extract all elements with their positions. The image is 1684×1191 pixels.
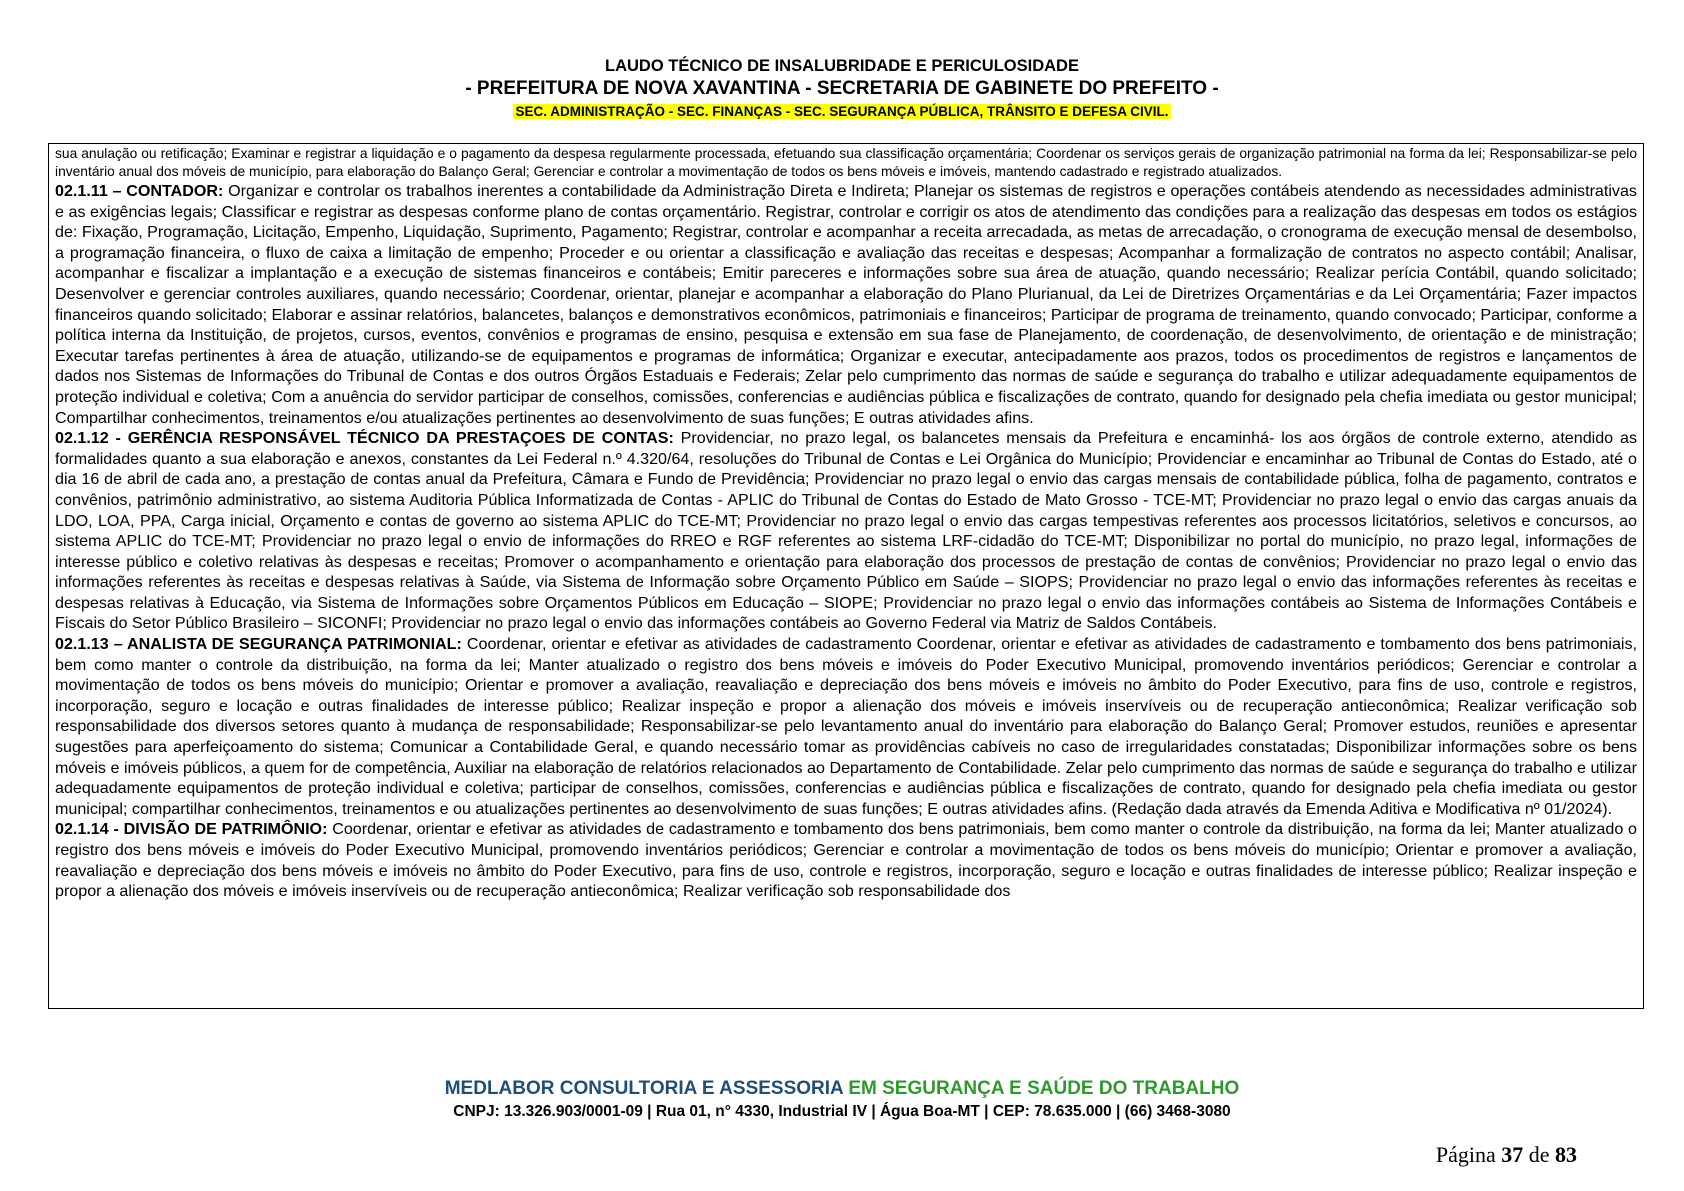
page-label: Página bbox=[1435, 1142, 1496, 1167]
section-text: Coordenar, orientar e efetivar as atividades de cadastramento Coordenar, orientar e efetivar as atividades de cadastramento e tombamento dos bens patrimoniais, bem como manter o controle da distribuição, na forma da lei; Manter atualizado o registro dos bens móveis e imóveis do Poder Executivo Municipal, promovendo inventários periódicos; Gerenciar e controlar a movimentação de todos os bens móveis do município; Orientar e promover a avaliação, reavaliação e depreciação dos bens móveis e imóveis no âmbito do Poder Executivo, para fins de uso, controle e registros, incorporação, seguro e locação e outras finalidades de interesse público; Realizar inspeção e propor a alienação dos móveis e imóveis inservíveis ou de recuperação antieconômica; Realizar verificação sob responsabilidade dos diversos setores quanto à mudança de responsabilidade; Responsabilizar-se pelo levantamento anual do inventário para elaboração do Balanço Geral; Promover estudos, reuniões e apresentar sugestões para aperfeiçoamento do sistema; Comunicar a Contabilidade Geral, e quando necessário tomar as providências cabíveis no caso de irregularidades constatadas; Disponibilizar informações sobre os bens móveis e imóveis públicos, a quem for de competência, Auxiliar na elaboração de relatórios relacionados ao Departamento de Contabilidade. Zelar pelo cumprimento das normas de saúde e segurança do trabalho e utilizar adequadamente equipamentos de proteção individual e coletiva; participar de conselhos, comissões, conferencias e audiências pública e fiscalizações de contrato, quando for designado pela chefia imediata ou gestor municipal; compartilhar conhecimentos, treinamentos e ou atualizações pertinentes ao desenvolvimento de suas funções; E outras atividades afins. (Redação dada através da Emenda Aditiva e Modificativa nº 01/2024). bbox=[55, 635, 1637, 818]
document-header bbox=[0, 55, 1684, 121]
section-divisao-patrimonio bbox=[55, 819, 1637, 901]
section-title: 02.1.13 – ANALISTA DE SEGURANÇA PATRIMONIAL: bbox=[55, 635, 462, 654]
section-gerencia-prestacoes bbox=[55, 428, 1637, 634]
section-text: Providenciar, no prazo legal, os balancetes mensais da Prefeitura e encaminhá- los aos órgãos de controle externo, atendido as formalidades quanto a sua elaboração e anexos, constantes da Lei Federal n.º 4.320/64, resoluções do Tribunal de Contas e Lei Orgânica do Município; Providenciar e encaminhar ao Tribunal de Contas do Estado, até o dia 16 de abril de cada ano, a prestação de contas anual da Prefeitura, Câmara e Fundo de Previdência; Providenciar no prazo legal o envio das cargas mensais de contabilidade pública, folha de pagamento, contratos e convênios, patrimônio administrativo, ao sistema Auditoria Pública Informatizada de Contas - APLIC do Tribunal de Contas do Estado de Mato Grosso - TCE-MT; Providenciar no prazo legal o envio das cargas anuais da LDO, LOA, PPA, Carga inicial, Orçamento e contas de governo ao sistema APLIC do TCE-MT; Providenciar no prazo legal o envio das cargas tempestivas referentes aos processos licitatórios, seletivos e concursos, ao sistema APLIC do TCE-MT; Providenciar no prazo legal o envio de informações do RREO e RGF referentes ao sistema LRF-cidadão do TCE-MT; Disponibilizar no portal do município, no prazo legal, informações de interesse público e coletivo relativas às despesas e receitas; Promover o acompanhamento e orientação para elaboração dos processos de prestação de contas de convênios; Providenciar no prazo legal o envio das informações referentes às receitas e despesas relativas à Saúde, via Sistema de Informação sobre Orçamento Público em Saúde – SIOPS; Providenciar no prazo legal o envio das informações referentes às receitas e despesas relativas à Educação, via Sistema de Informações sobre Orçamentos Públicos em Educação – SIOPE; Providenciar no prazo legal o envio das informações contábeis ao Sistema de Informações Contábeis e Fiscais do Setor Público Brasileiro – SICONFI; Providenciar no prazo legal o envio das informações contábeis ao Governo Federal via Matriz de Saldos Contábeis. bbox=[55, 429, 1637, 633]
section-title: 02.1.12 - GERÊNCIA RESPONSÁVEL TÉCNICO DA PRESTAÇOES DE CONTAS: bbox=[55, 429, 674, 448]
page-of: de bbox=[1528, 1142, 1550, 1167]
content-box bbox=[48, 143, 1644, 1009]
secretariats-line bbox=[0, 103, 1684, 121]
page-total: 83 bbox=[1555, 1142, 1577, 1167]
company-address: CNPJ: 13.326.903/0001-09 | Rua 01, n° 4330, Industrial IV | Água Boa-MT | CEP: 78.635.000 | (66) 3468-3080 bbox=[453, 1103, 1231, 1120]
document-footer bbox=[0, 1077, 1684, 1123]
section-analista-seguranca bbox=[55, 634, 1637, 819]
secretariats-highlight: SEC. ADMINISTRAÇÃO - SEC. FINANÇAS - SEC. SEGURANÇA PÚBLICA, TRÂNSITO E DEFESA CIVIL. bbox=[515, 104, 1169, 119]
company-name-green: EM SEGURANÇA E SAÚDE DO TRABALHO bbox=[848, 1078, 1240, 1099]
intro-paragraph: sua anulação ou retificação; Examinar e registrar a liquidação e o pagamento da despesa regularmente processada, efetuando sua classificação orçamentária; Coordenar os serviços gerais de organização patrimonial na forma da lei; Responsabilizar-se pelo inventário anual dos móveis de município, para elaboração do Balanço Geral; Gerenciar e controlar a movimentação de todos os bens móveis e imóveis, mantendo cadastrado e registrado atualizados. bbox=[55, 146, 1637, 179]
page-number bbox=[1436, 1142, 1577, 1168]
section-title: 02.1.11 – CONTADOR: bbox=[55, 182, 224, 200]
document-title: LAUDO TÉCNICO DE INSALUBRIDADE E PERICULOSIDADE bbox=[605, 57, 1079, 75]
section-text: Organizar e controlar os trabalhos inerentes a contabilidade da Administração Direta e Indireta; Planejar os sistemas de registros e operações contábeis atendendo as necessidades administrativas e as exigências legais; Classificar e registrar as despesas conforme plano de contas orçamentário. Registrar, controlar e corrigir os atos de atendimento das condições para a realização das despesas em todos os estágios de: Fixação, Programação, Licitação, Empenho, Liquidação, Suprimento, Pagamento; Registrar, controlar e acompanhar a receita arrecadada, as metas de arrecadação, o cronograma de execução mensal de desembolso, a programação financeira, o fluxo de caixa a limitação de empenho; Proceder e ou orientar a classificação e avaliação das receitas e despesas; Acompanhar a formalização de contratos no aspecto contábil; Analisar, acompanhar e fiscalizar a implantação e a execução de sistemas financeiros e contábeis; Emitir pareceres e informações sobre sua área de atuação, quando necessário; Realizar perícia Contábil, quando solicitado; Desenvolver e gerenciar controles auxiliares, quando necessário; Coordenar, orientar, planejar e acompanhar a elaboração do Plano Plurianual, da Lei de Diretrizes Orçamentárias e da Lei Orçamentária; Fazer impactos financeiros quando solicitado; Elaborar e assinar relatórios, balancetes, balanços e demonstrativos econômicos, patrimoniais e financeiros; Participar de programa de treinamento, quando convocado; Participar, conforme a política interna da Instituição, de projetos, cursos, eventos, convênios e programas de ensino, pesquisa e extensão em sua fase de Planejamento, de coordenação, de desenvolvimento, de orientação e de ministração; Executar tarefas pertinentes à área de atuação, utilizando-se de equipamentos e programas de informática; Organizar e executar, antecipadamente aos prazos, todos os procedimentos de registros e lançamentos de dados nos Sistemas de Informações do Tribunal de Contas e dos outros Órgãos Estaduais e Federais; Zelar pelo cumprimento das normas de saúde e segurança do trabalho e utilizar adequadamente equipamentos de proteção individual e coletiva; Com a anuência do servidor participar de conselhos, comissões, conferencias e audiências pública e fiscalizações de contrato, quando for designado pela chefia imediata ou gestor municipal; Compartilhar conhecimentos, treinamentos e/ou atualizações pertinentes ao desenvolvimento de suas funções; E outras atividades afins. bbox=[55, 182, 1637, 427]
section-title: 02.1.14 - DIVISÃO DE PATRIMÔNIO: bbox=[55, 820, 328, 839]
document-subtitle: - PREFEITURA DE NOVA XAVANTINA - SECRETARIA DE GABINETE DO PREFEITO - bbox=[465, 78, 1219, 99]
section-text: Coordenar, orientar e efetivar as atividades de cadastramento e tombamento dos bens patrimoniais, bem como manter o controle da distribuição, na forma da lei; Manter atualizado o registro dos bens móveis e imóveis do Poder Executivo Municipal, promovendo inventários periódicos; Gerenciar e controlar a movimentação de todos os bens móveis do município; Orientar e promover a avaliação, reavaliação e depreciação dos bens móveis e imóveis no âmbito do Poder Executivo, para fins de uso, controle e registros, incorporação, seguro e locação e outras finalidades de interesse público; Realizar inspeção e propor a alienação dos móveis e imóveis inservíveis ou de recuperação antieconômica; Realizar verificação sob responsabilidade dos bbox=[55, 820, 1637, 901]
page-current: 37 bbox=[1501, 1142, 1524, 1167]
section-contador bbox=[55, 181, 1637, 428]
company-name bbox=[0, 1077, 1684, 1101]
company-name-blue: MEDLABOR CONSULTORIA E ASSESSORIA bbox=[444, 1078, 844, 1099]
